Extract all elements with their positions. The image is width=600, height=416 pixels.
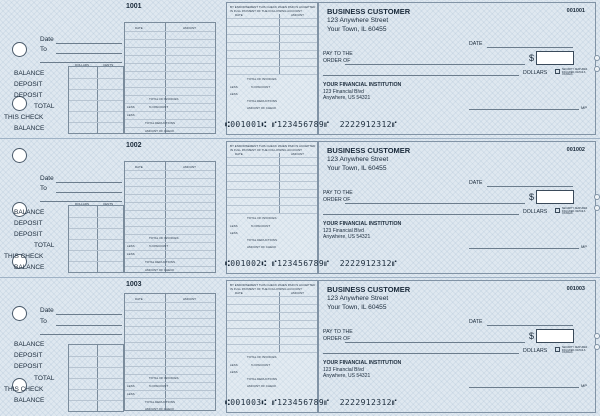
amount-of-check-label: AMOUNT OF CHECK [145,268,175,272]
total-deductions-label: TOTAL DEDUCTIONS [145,400,175,404]
voucher [226,141,318,274]
signature-line[interactable] [469,387,579,388]
voucher-amount-header: AMOUNT [291,13,304,17]
business-name: BUSINESS CUSTOMER [327,285,411,294]
security-notice: SECURITY FEATURES INCLUDED. DETAILS ON BACK. [562,207,588,216]
dollars-label: DOLLARS [523,209,548,215]
amount-col-header: AMOUNT [183,297,196,301]
balance-label: BALANCE [14,125,45,132]
voucher-total-label: TOTAL OF INVOICES [247,77,277,81]
dollar-sign: $ [529,53,535,63]
dollar-sign: $ [529,331,535,341]
date-label: DATE [469,319,483,325]
voucher-date-header: DATE [235,13,243,17]
bank-name: YOUR FINANCIAL INSTITUTION [323,360,402,366]
written-amount-line[interactable] [323,214,519,215]
micr-line: ⑆001001⑆ ⑈123456789⑈ 2222912312⑈ [225,120,398,129]
micr-line: ⑆001002⑆ ⑈123456789⑈ 2222912312⑈ [225,259,398,268]
date-line[interactable] [487,325,573,326]
check-row-3 [0,280,600,415]
edge-perforation [594,344,600,350]
balance-label: BALANCE [14,70,45,77]
business-address: 123 Anywhere Street [327,295,389,302]
business-city: Your Town, IL 60455 [327,304,387,311]
edge-perforation [594,194,600,200]
stub-date-line[interactable] [56,43,122,44]
stub-date-label: Date [40,36,54,43]
edge-perforation [594,333,600,339]
less-label: LESS [127,392,135,396]
voucher-amount-label: AMOUNT OF CHECK [247,384,277,388]
deposit-label: DEPOSIT [14,92,43,99]
amount-box[interactable] [536,329,574,343]
bank-city: Anywhere, US 54321 [323,373,371,379]
this-check-label: THIS CHECK [4,386,44,393]
business-name: BUSINESS CUSTOMER [327,146,411,155]
bank-address: 123 Financial Blvd [323,89,364,95]
voucher-deductions-label: TOTAL DEDUCTIONS [247,99,277,103]
voucher-less-label: LESS [230,92,238,96]
check-row-1 [0,2,600,137]
check-row-2 [0,141,600,276]
voucher-discount-label: % DISCOUNT [251,224,271,228]
voucher-total-label: TOTAL OF INVOICES [247,355,277,359]
voucher-total-label: TOTAL OF INVOICES [247,216,277,220]
balance-label: BALANCE [14,397,45,404]
perforation-line [0,277,600,278]
order-of-label: ORDER OF [323,58,351,64]
check-number: 001001 [566,8,585,14]
pay-to-label: PAY TO THE [323,329,353,335]
endorsement-text: IN FULL PAYMENT OF THE FOLLOWING ACCOUNT [230,148,303,152]
voucher-amount-header: AMOUNT [291,291,304,295]
amount-of-check-label: AMOUNT OF CHECK [145,129,175,133]
stub-ledger [68,202,124,273]
lock-icon [555,69,560,74]
mp-label: MP [581,383,587,388]
date-line[interactable] [487,47,573,48]
stub-date-label: Date [40,175,54,182]
voucher-less-label: LESS [230,370,238,374]
deposit-label: DEPOSIT [14,352,43,359]
stub-memo-line[interactable] [40,334,122,335]
amount-box[interactable] [536,51,574,65]
voucher-less-label: LESS [230,363,238,367]
voucher-less-label: LESS [230,85,238,89]
check-stub [4,2,218,137]
order-of-label: ORDER OF [323,197,351,203]
dollars-col-header: DOLLARS [75,63,90,67]
stub-to-label: To [40,318,47,325]
stub-invoice-grid [124,22,216,134]
check-number: 001002 [566,147,585,153]
security-notice: SECURITY FEATURES INCLUDED. DETAILS ON BACK. [562,68,588,77]
voucher-amount-label: AMOUNT OF CHECK [247,245,277,249]
bank-address: 123 Financial Blvd [323,367,364,373]
edge-perforation [594,55,600,61]
amount-box[interactable] [536,190,574,204]
date-col-header: DATE [135,26,143,30]
dollars-col-header: DOLLARS [75,202,90,206]
lock-icon [555,208,560,213]
stub-to-line[interactable] [56,325,122,326]
total-label: TOTAL [34,375,55,382]
binder-hole [12,148,27,163]
date-col-header: DATE [135,297,143,301]
bank-name: YOUR FINANCIAL INSTITUTION [323,82,402,88]
stub-number: 1002 [126,142,142,149]
business-city: Your Town, IL 60455 [327,165,387,172]
edge-perforation [594,66,600,72]
binder-hole [12,42,27,57]
total-invoices-label: TOTAL OF INVOICES [149,376,179,380]
balance-label: BALANCE [14,264,45,271]
check-stub [4,280,218,415]
less-label: LESS [127,105,135,109]
stub-invoice-grid [124,161,216,273]
voucher-deductions-label: TOTAL DEDUCTIONS [247,377,277,381]
date-line[interactable] [487,186,573,187]
voucher-less-label: LESS [230,231,238,235]
discount-label: % DISCOUNT [149,384,169,388]
deposit-label: DEPOSIT [14,363,43,370]
endorsement-text: IN FULL PAYMENT OF THE FOLLOWING ACCOUNT [230,9,303,13]
total-label: TOTAL [34,242,55,249]
business-address: 123 Anywhere Street [327,17,389,24]
cents-col-header: CENTS [103,63,114,67]
voucher-less-label: LESS [230,224,238,228]
voucher [226,2,318,135]
check-stub [4,141,218,276]
this-check-label: THIS CHECK [4,253,44,260]
binder-hole [12,306,27,321]
discount-label: % DISCOUNT [149,244,169,248]
written-amount-line[interactable] [323,75,519,76]
amount-col-header: AMOUNT [183,165,196,169]
security-notice: SECURITY FEATURES INCLUDED. DETAILS ON BACK. [562,346,588,355]
bank-city: Anywhere, US 54321 [323,234,371,240]
total-invoices-label: TOTAL OF INVOICES [149,97,179,101]
dollars-label: DOLLARS [523,348,548,354]
stub-to-line[interactable] [56,53,122,54]
stub-to-line[interactable] [56,192,122,193]
stub-number: 1003 [126,281,142,288]
stub-date-label: Date [40,307,54,314]
deposit-label: DEPOSIT [14,220,43,227]
signature-line[interactable] [469,109,579,110]
balance-label: BALANCE [14,341,45,348]
dollar-sign: $ [529,192,535,202]
order-of-label: ORDER OF [323,336,351,342]
bank-name: YOUR FINANCIAL INSTITUTION [323,221,402,227]
endorsement-text: BY ENDORSEMENT THIS CHECK WHEN PAID IS ACCEPTED [230,144,316,148]
business-name: BUSINESS CUSTOMER [327,7,411,16]
mp-label: MP [581,105,587,110]
endorsement-text: BY ENDORSEMENT THIS CHECK WHEN PAID IS ACCEPTED [230,283,316,287]
voucher-discount-label: % DISCOUNT [251,85,271,89]
discount-label: % DISCOUNT [149,105,169,109]
micr-line: ⑆001003⑆ ⑈123456789⑈ 2222912312⑈ [225,398,398,407]
mp-label: MP [581,244,587,249]
bank-city: Anywhere, US 54321 [323,95,371,101]
stub-ledger [68,63,124,134]
payee-line[interactable] [345,342,525,343]
payee-line[interactable] [345,64,525,65]
deposit-label: DEPOSIT [14,231,43,238]
payee-line[interactable] [345,203,525,204]
stub-number: 1001 [126,3,142,10]
total-deductions-label: TOTAL DEDUCTIONS [145,260,175,264]
date-label: DATE [469,180,483,186]
stub-ledger [68,344,124,412]
stub-to-label: To [40,185,47,192]
pay-to-label: PAY TO THE [323,51,353,57]
bank-address: 123 Financial Blvd [323,228,364,234]
less-label: LESS [127,244,135,248]
voucher [226,280,318,413]
check-number: 001003 [566,286,585,292]
amount-of-check-label: AMOUNT OF CHECK [145,407,175,411]
endorsement-text: BY ENDORSEMENT THIS CHECK WHEN PAID IS ACCEPTED [230,5,316,9]
total-deductions-label: TOTAL DEDUCTIONS [145,121,175,125]
pay-to-label: PAY TO THE [323,190,353,196]
cents-col-header: CENTS [103,202,114,206]
stub-invoice-grid [124,293,216,411]
date-label: DATE [469,41,483,47]
deposit-label: DEPOSIT [14,81,43,88]
date-col-header: DATE [135,165,143,169]
total-invoices-label: TOTAL OF INVOICES [149,236,179,240]
voucher-discount-label: % DISCOUNT [251,363,271,367]
amount-col-header: AMOUNT [183,26,196,30]
stub-date-line[interactable] [56,314,122,315]
voucher-amount-header: AMOUNT [291,152,304,156]
balance-label: BALANCE [14,209,45,216]
less-label: LESS [127,113,135,117]
written-amount-line[interactable] [323,353,519,354]
signature-line[interactable] [469,248,579,249]
perforation-line [0,138,600,139]
voucher-date-header: DATE [235,152,243,156]
business-city: Your Town, IL 60455 [327,26,387,33]
dollars-label: DOLLARS [523,70,548,76]
lock-icon [555,347,560,352]
edge-perforation [594,205,600,211]
stub-to-label: To [40,46,47,53]
this-check-label: THIS CHECK [4,114,44,121]
business-address: 123 Anywhere Street [327,156,389,163]
less-label: LESS [127,384,135,388]
voucher-amount-label: AMOUNT OF CHECK [247,106,277,110]
stub-date-line[interactable] [56,182,122,183]
total-label: TOTAL [34,103,55,110]
endorsement-text: IN FULL PAYMENT OF THE FOLLOWING ACCOUNT [230,287,303,291]
voucher-deductions-label: TOTAL DEDUCTIONS [247,238,277,242]
less-label: LESS [127,252,135,256]
voucher-date-header: DATE [235,291,243,295]
